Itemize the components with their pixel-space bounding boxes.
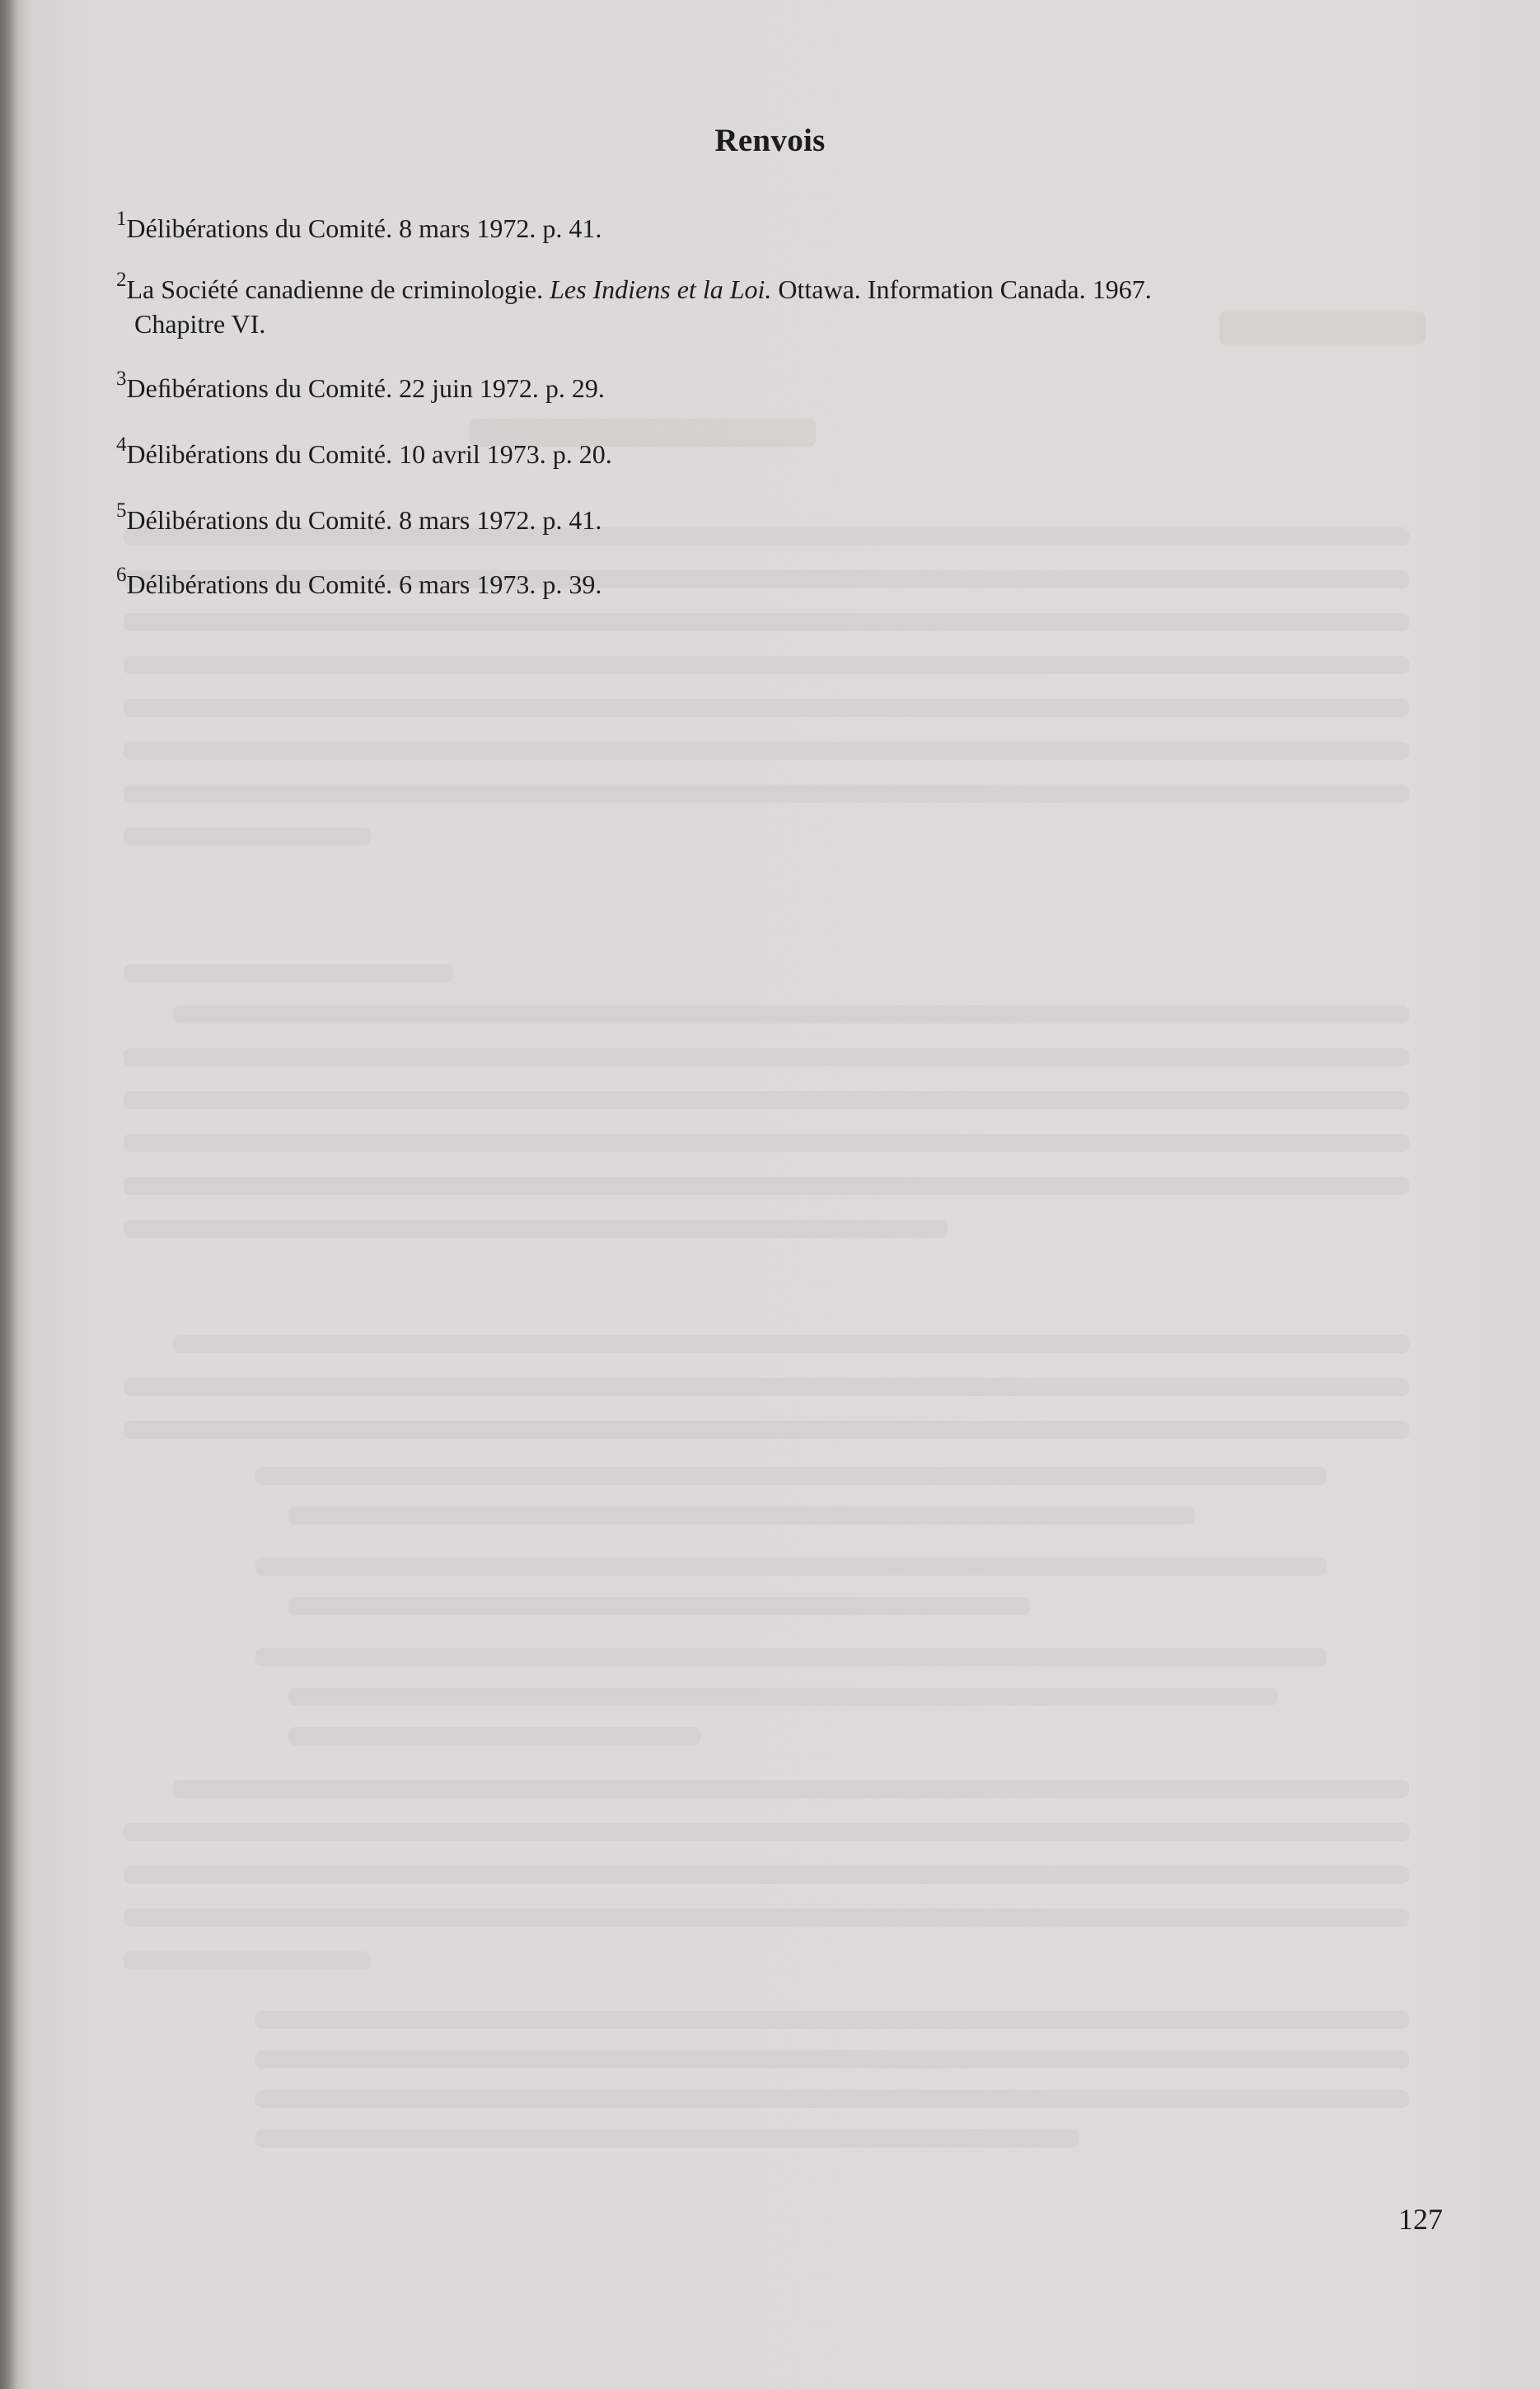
footnote-6 [116, 564, 1435, 602]
footnote-marker: 6 [116, 564, 127, 587]
footnote-text: Délibérations du Comité. 6 mars 1973. p. 39. [126, 569, 602, 599]
bleed-through-line [124, 1220, 948, 1238]
bleed-through-line [288, 1597, 1030, 1615]
footnote-continuation: Chapitre VI. [134, 309, 266, 339]
bleed-through-line [124, 1134, 1409, 1152]
bleed-through-line [124, 613, 1409, 631]
footnote-text: Délibérations du Comité. 8 mars 1972. p. 41. [126, 505, 602, 535]
bleed-through-line [255, 1648, 1327, 1666]
footnote-marker: 5 [116, 499, 127, 522]
footnote-marker: 2 [116, 269, 127, 292]
binding-shadow [0, 0, 18, 2389]
footnote-cited-title: Les Indiens et la Loi. [550, 274, 772, 304]
bleed-through-line [124, 1177, 1409, 1195]
bleed-through-line [124, 1866, 1409, 1884]
footnote-1 [116, 208, 1435, 246]
footnote-text: Deﬁbérations du Comité. 22 juin 1972. p. 29. [126, 373, 605, 403]
page-number: 127 [1398, 2203, 1443, 2236]
footnote-marker: 3 [116, 368, 127, 391]
bleed-through-line [124, 964, 453, 982]
footnote-text: La Société canadienne de criminologie. [126, 274, 550, 304]
footnote-marker: 1 [116, 208, 127, 231]
bleed-through-line [124, 827, 371, 846]
footnote-marker: 4 [116, 433, 127, 457]
bleed-through-line [288, 1727, 700, 1745]
bleed-through-line [124, 1951, 371, 1970]
bleed-through-line [124, 1823, 1409, 1841]
footnote-4 [116, 433, 1435, 471]
footnote-text: Délibérations du Comité. 8 mars 1972. p. 41. [126, 213, 602, 243]
bleed-through-line [124, 656, 1409, 674]
bleed-through-line [124, 1421, 1409, 1439]
bleed-through-line [255, 1467, 1327, 1485]
bleed-through-line [255, 2129, 1079, 2148]
bleed-through-line [173, 1335, 1409, 1353]
bleed-through-line [124, 785, 1409, 803]
bleed-through-line [255, 2050, 1409, 2068]
bleed-through-line [288, 1506, 1195, 1525]
bleed-through-line [288, 1688, 1277, 1706]
bleed-through-texture [124, 280, 1442, 2176]
bleed-through-line [124, 1091, 1409, 1109]
bleed-through-line [173, 1780, 1409, 1798]
footnote-text-after: Ottawa. Information Canada. 1967. [771, 274, 1152, 304]
page-title: Renvois [714, 123, 826, 158]
footnote-2 [116, 269, 1435, 341]
bleed-through-line [255, 2011, 1409, 2029]
bleed-through-line [124, 1378, 1409, 1396]
footnote-text: Délibérations du Comité. 10 avril 1973. p. 20. [126, 439, 612, 469]
bleed-through-line [255, 1558, 1327, 1576]
bleed-through-line [124, 1909, 1409, 1927]
footnote-5 [116, 499, 1435, 537]
footnote-3 [116, 368, 1435, 405]
bleed-through-line [255, 2090, 1409, 2108]
bleed-through-line [124, 1048, 1409, 1066]
bleed-through-line [173, 1005, 1409, 1024]
bleed-through-line [124, 742, 1409, 760]
bleed-through-line [124, 699, 1409, 717]
